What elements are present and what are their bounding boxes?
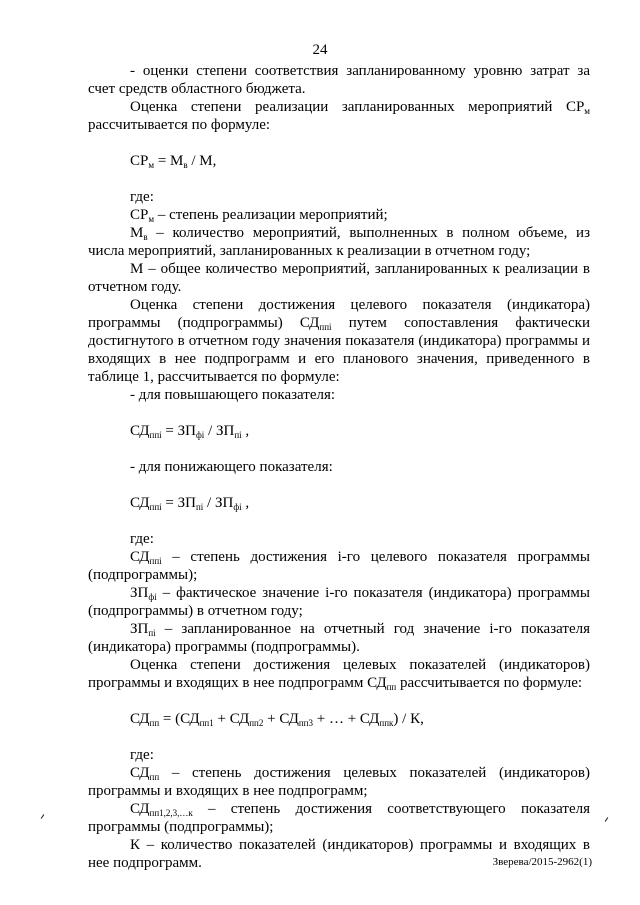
document-code: Зверева/2015-2962(1) [492, 856, 592, 868]
definition: $СР_м$ – степень реализации мероприятий; [130, 207, 388, 224]
formula-total: $СД_{пп} = (СД_{пп1} + СД_{пп2} + СД_{пп3}$ + … + $СД_{ппк}$) / К, [130, 711, 424, 728]
paragraph: Оценка степени реализации запланированных мероприятий $СР_м$ рассчитывается по формуле: [88, 99, 590, 133]
definition: К – количество показателей (индикаторов) программы и входящих в нее подпрограмм. [88, 837, 590, 871]
definition: $СД_{пп}$ – степень достижения целевых показателей (индикаторов) программы и входящих в нее подпрограмм; [88, 765, 590, 799]
definition: $СД_{пп1,2,3,\dots к}$ – степень достижения соответствующего показателя программы (подпрограммы); [88, 801, 590, 835]
paragraph: - оценки степени соответствия запланированному уровню затрат за счет средств областного бюджета. [88, 63, 590, 97]
page-number: 24 [312, 42, 328, 58]
where-label: где: [130, 189, 154, 205]
paragraph: Оценка степени достижения целевых показателей (индикаторов) программы и входящих в нее подпрограмм $СД_{пп}$ рассчитывается по формуле: [88, 657, 590, 692]
paragraph: - для понижающего показателя: [130, 459, 333, 475]
scan-mark [605, 817, 609, 822]
where-label: где: [130, 747, 154, 763]
formula-increasing: $СД_{ппi} = ЗП_{фi} / ЗП_{пi}$ , [130, 423, 250, 440]
definition: $ЗП_{фi}$ – фактическое значение i-го показателя (индикатора) программы (подпрограммы) в отчетном году; [88, 585, 590, 619]
scan-mark [41, 814, 45, 819]
definition: М – общее количество мероприятий, запланированных к реализации в отчетном году. [88, 261, 590, 295]
where-label: где: [130, 531, 154, 547]
formula-sr: $СР_м = М_в / М$, [130, 153, 217, 170]
paragraph: Оценка степени достижения целевого показателя (индикатора) программы (подпрограммы) $СД_{ппi}$ путем сопоставления фактически достигнутого в отчетном году значения показателя (индикатора) программы и входящих в нее подпрограмм и его планового значения, приведенного в таблице 1, рассчитывается по формуле: [88, 297, 590, 385]
definition: $ЗП_{пi}$ – запланированное на отчетный год значение i-го показателя (индикатора) программы (подпрограммы). [88, 621, 590, 655]
definition: $СД_{ппi}$ – степень достижения i-го целевого показателя программы (подпрограммы); [88, 549, 590, 583]
page-body [88, 62, 590, 872]
formula-decreasing: $СД_{ппi} = ЗП_{пi} / ЗП_{фi}$ , [130, 495, 250, 512]
definition: $М_в$ – количество мероприятий, выполненных в полном объеме, из числа мероприятий, запланированных к реализации в отчетном году; [88, 225, 590, 259]
paragraph: - для повышающего показателя: [130, 387, 336, 403]
